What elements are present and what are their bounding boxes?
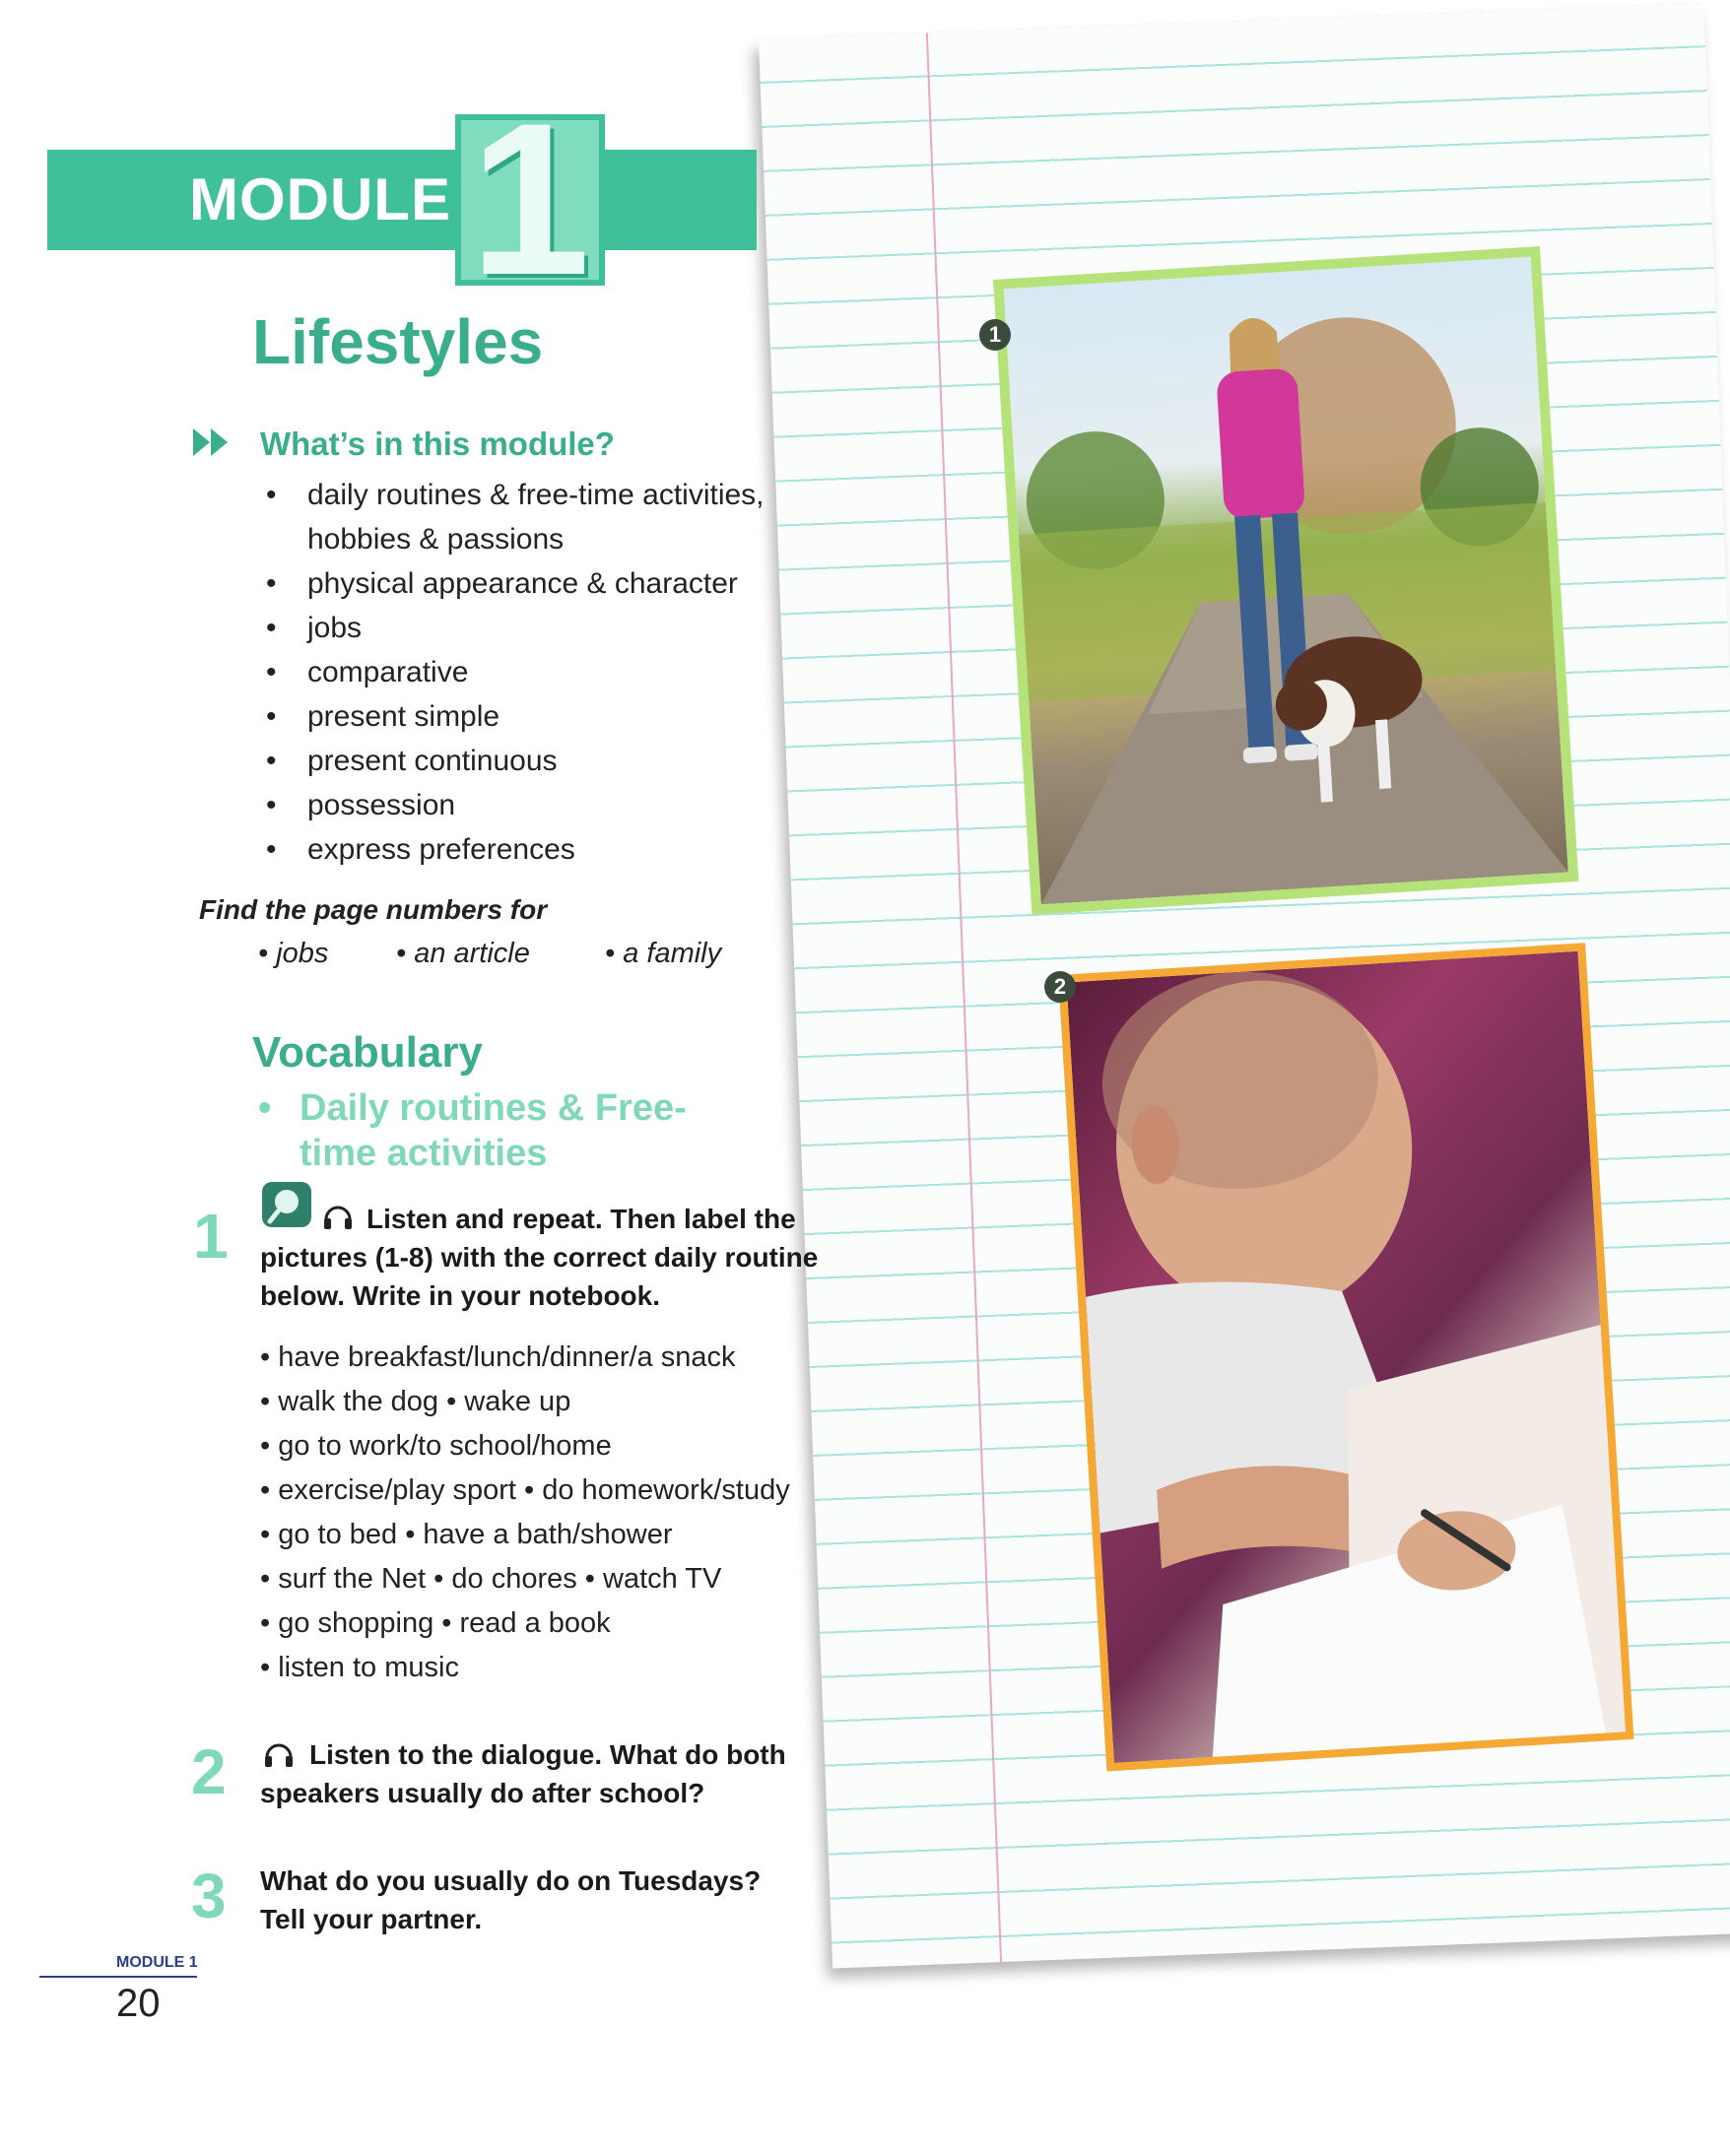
fast-forward-icon — [193, 425, 233, 459]
module-topics-list — [266, 473, 820, 872]
photo-boy-studying — [1058, 943, 1633, 1771]
daily-routines-list — [260, 1336, 790, 1690]
subheading-bullet: • — [258, 1087, 272, 1129]
routine-item: • listen to music — [260, 1652, 459, 1683]
find-item: • jobs — [258, 938, 329, 969]
find-item: • an article — [396, 938, 530, 969]
find-item: • a family — [605, 938, 722, 969]
module-contents-heading: What’s in this module? — [260, 425, 615, 462]
topic-item: • express preferences — [266, 827, 820, 872]
footer-divider — [39, 1976, 197, 1978]
photo-number-badge: 2 — [1044, 971, 1076, 1003]
photo-girl-walking-dog — [993, 246, 1578, 915]
routine-item: • have breakfast/lunch/dinner/a snack — [260, 1341, 736, 1373]
topic-item: • physical appearance & character — [266, 561, 820, 606]
routine-item: • surf the Net • do chores • watch TV — [260, 1563, 722, 1595]
module-label: MODULE — [189, 166, 451, 232]
find-pages-title: Find the page numbers for — [199, 894, 548, 925]
routine-item: • walk the dog • wake up — [260, 1386, 571, 1417]
module-number: 1 — [469, 78, 591, 320]
exercise-number: 2 — [191, 1736, 227, 1807]
exercise-number: 1 — [193, 1201, 229, 1272]
topic-item: • present simple — [266, 694, 820, 739]
topic-item: • comparative — [266, 650, 820, 694]
topic-item: • present continuous — [266, 739, 820, 783]
exercise-number: 3 — [191, 1861, 227, 1931]
photo-illustration — [1066, 951, 1626, 1763]
vocabulary-heading: Vocabulary — [252, 1028, 483, 1077]
routine-item: • exercise/play sport • do homework/study — [260, 1474, 790, 1506]
topic-item: • jobs — [266, 606, 820, 650]
page-number: 20 — [116, 1982, 161, 2025]
subheading-text: Daily routines & Free-time activities — [299, 1087, 687, 1174]
exercise-instruction: What do you usually do on Tuesdays? Tell your partner. — [260, 1865, 762, 1934]
exercise-instruction: Listen and repeat. Then label the pictures (1-8) with the correct daily routine below. Write in your notebook. — [260, 1204, 819, 1311]
routine-item: • go to work/to school/home — [260, 1430, 612, 1462]
routine-item: • go to bed • have a bath/shower — [260, 1519, 673, 1550]
photo-number-badge: 1 — [979, 319, 1011, 351]
exercise-instruction: Listen to the dialogue. What do both speakers usually do after school? — [260, 1739, 786, 1808]
topic-item: • daily routines & free-time activities, hobbies & passions — [266, 473, 820, 561]
vocabulary-subheading — [258, 1085, 753, 1176]
routine-item: • go shopping • read a book — [260, 1607, 611, 1639]
photo-illustration — [1004, 257, 1568, 905]
page-title: Lifestyles — [252, 306, 544, 377]
footer-module-label: MODULE 1 — [116, 1954, 198, 1971]
topic-item: • possession — [266, 783, 820, 827]
